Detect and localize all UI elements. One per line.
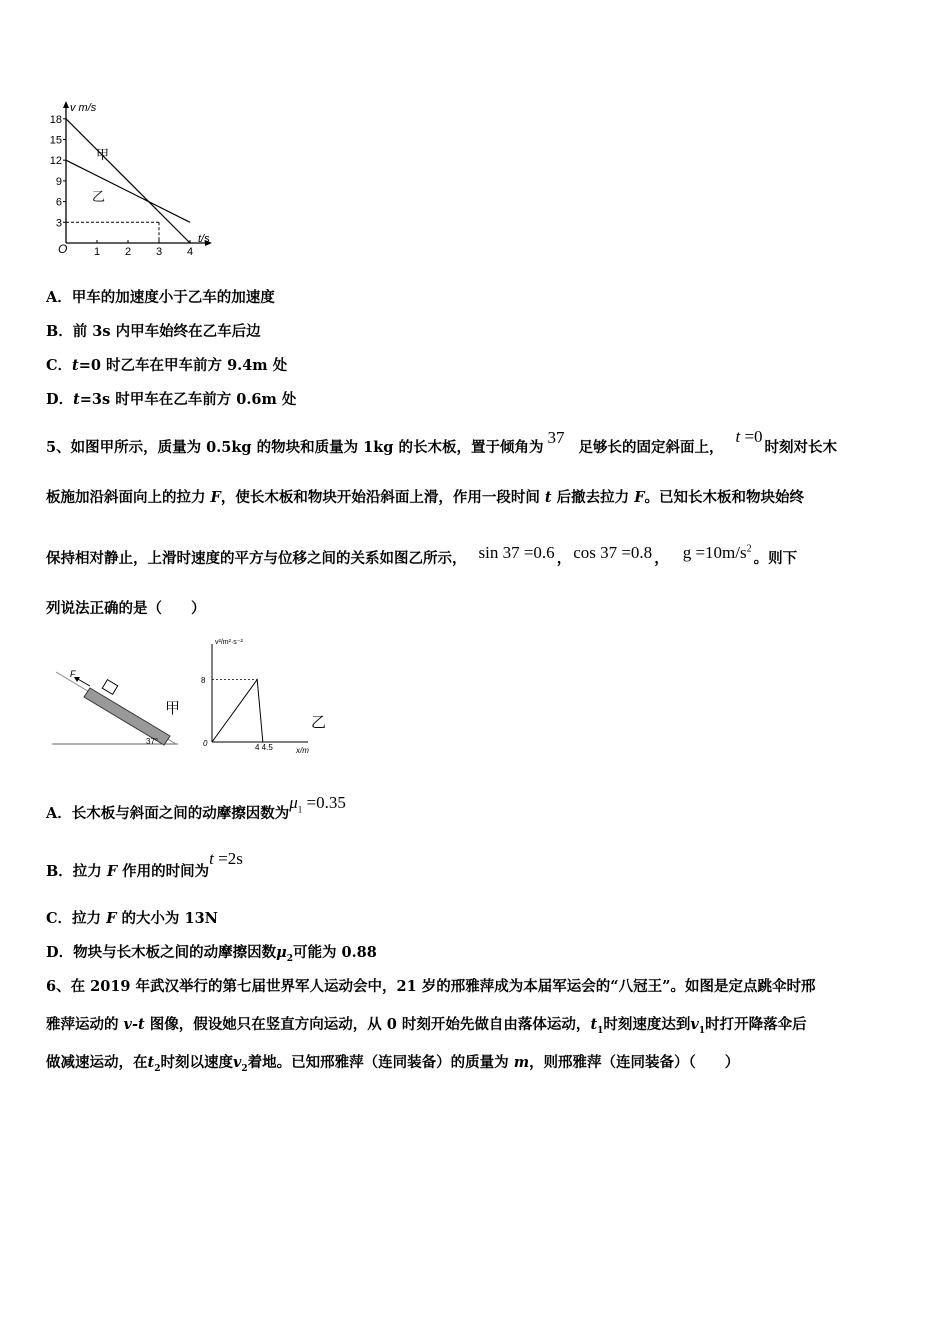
q5-option-b-F: F [101,863,123,880]
q6-line2-a: 雅萍运动的 [46,1016,119,1033]
figure-jia-label: 甲 [165,699,181,717]
q5-option-b-math: t =2s [209,849,243,868]
x-tick-label: 2 [124,246,132,255]
q4-option-d-var: t [73,391,80,408]
series-yi-line [66,160,190,222]
q4-option-c-prefix: C． [46,357,73,374]
q5-cos37: cos 37 =0.8 [573,543,653,562]
yi-xticks: 4 4.5 [255,743,273,752]
y-axis-label: v m/s [70,102,97,114]
q5-line4: 列说法正确的是（ ） [46,600,206,617]
q6-line3-t2sub: 2 [154,1063,161,1074]
q4-option-d-prefix: D． [46,391,74,408]
origin-label: O [58,242,68,255]
q6-line1-text: 6、在 2019 年武汉举行的第七届世界军人运动会中，21 岁的邢雅萍成为本届军运会的“八冠王”。如图是定点跳伞时邢 [46,978,816,995]
x-tick-label: 4 [186,246,194,255]
label-jia: 甲 [96,147,110,162]
q5-line1-a: 5、如图甲所示，质量为 0.5kg 的物块和质量为 1kg 的长木板，置于倾角为 [46,439,544,456]
q5-option-d [46,941,377,964]
q4-option-a-text: A．甲车的加速度小于乙车的加速度 [46,289,275,306]
q6-line3-v2sub: 2 [241,1063,248,1074]
y-tick-label: 3 [55,217,62,230]
q4-option-b [46,320,261,341]
q6-line2-b: 图像，假设她只在竖直方向运动，从 0 时刻开始先做自由落体运动， [149,1016,591,1033]
q6-line3-t2: t [147,1054,155,1071]
figure-yi-label: 乙 [311,713,327,731]
q4-option-a [46,286,275,307]
q5-angle-37: 37 [547,428,565,447]
q5-option-a-text: A．长木板与斜面之间的动摩擦因数为 [46,805,290,822]
q5-option-d-b: 可能为 0.88 [292,944,377,961]
q6-line3-v2: v [232,1054,242,1071]
q6-line2-c: 时刻速度达到 [603,1016,691,1033]
q6-line2-vt: v-t [118,1016,150,1033]
q5-line2-a: 板施加沿斜面向上的拉力 [46,489,206,506]
q5-option-c-a: C．拉力 [46,910,102,927]
q5-g: $g =10m/s^2$ [682,543,752,562]
figure-yi-chart [198,634,328,756]
y-tick-label: 9 [55,175,62,188]
q5-line1-c: 时刻对长木 [764,439,838,456]
series-jia-line [66,119,190,243]
q5-stem-line1 [46,427,838,457]
yi-v2-x-line [212,680,263,742]
x-tick-label: 1 [93,246,101,255]
q4-option-c-var: t [72,357,79,374]
q6-line1 [46,975,815,996]
q5-option-d-sub: 2 [286,953,293,964]
q5-line1-b: 足够长的固定斜面上， [578,439,724,456]
q6-line2-v1sub: 1 [698,1025,706,1036]
q6-line2-d: 时打开降落伞后 [705,1016,807,1033]
q6-line2-t1sub: 1 [597,1025,604,1036]
q5-line3-a: 保持相对静止，上滑时速度的平方与位移之间的关系如图乙所示， [46,550,467,567]
q5-stem-line2 [46,486,804,507]
q5-line2-F2: F [629,489,645,506]
block [102,680,117,695]
q4-option-d [46,388,296,409]
angle-label: 37° [146,737,159,746]
q5-option-b [46,849,243,881]
q5-option-b-b: 作用的时间为 [122,863,210,880]
y-axis-arrow [63,101,69,108]
q4-option-b-text: B．前 3s 内甲车始终在乙车后边 [46,323,261,340]
q5-stem-line4 [46,597,206,618]
y-tick-label: 12 [49,155,62,168]
q5-option-d-a: D．物块与长木板之间的动摩擦因数 [46,944,277,961]
q6-line2 [46,1013,807,1036]
q5-line2-F1: F [205,489,221,506]
q5-option-c-F: F [101,910,122,927]
yi-x-label: x/m [296,746,309,755]
q5-line2-b: ，使长木板和物块开始沿斜面上滑，作用一段时间 [220,489,540,506]
q5-comma1: ， [556,550,572,567]
q6-line3-d: ，则邢雅萍（连同装备）（ ） [529,1054,740,1071]
q4-option-c [46,354,287,375]
yi-ytick-8: 8 [201,676,206,685]
q5-option-a [46,793,346,824]
q5-line2-d: 。已知长木板和物块始终 [644,489,804,506]
vt-chart [40,95,230,255]
q6-line3-b: 时刻以速度 [160,1054,233,1071]
label-yi: 乙 [92,189,106,204]
q6-line3-c: 着地。已知邢雅萍（连同装备）的质量为 [247,1054,509,1071]
q6-line2-v1: v [690,1016,699,1033]
q5-option-a-math: $\mu_1 =0.35$ [289,793,346,815]
q5-line3-b: 。则下 [753,550,798,567]
q6-line3-a: 做减速运动，在 [46,1054,148,1071]
q6-line3 [46,1051,739,1074]
q6-line2-t1: t [590,1016,598,1033]
q4-option-c-text: =0 时乙车在甲车前方 9.4m 处 [78,357,288,374]
q5-line2-c: 后撤去拉力 [556,489,630,506]
q5-option-b-a: B．拉力 [46,863,102,880]
q5-option-c [46,907,218,928]
q5-line2-t: t [539,489,557,506]
yi-origin: 0 [203,739,208,748]
q5-t0: t =0 [735,427,763,446]
q6-line3-m: m [508,1054,530,1071]
q5-option-c-b: 的大小为 13N [121,910,218,927]
q5-sin37: sin 37 =0.6 [478,543,555,562]
q4-option-d-text: =3s 时甲车在乙车前方 0.6m 处 [79,391,297,408]
q5-stem-line3 [46,543,798,568]
q5-option-d-mu: μ [276,944,287,961]
q5-comma2: ， [654,550,669,567]
y-tick-label: 18 [49,113,62,126]
y-tick-label: 15 [49,134,62,147]
yi-y-label: v²/m²·s⁻² [215,639,243,646]
x-tick-label: 3 [155,246,163,255]
force-label: F [70,669,76,679]
y-tick-label: 6 [55,196,62,209]
x-axis-label: t/s [198,233,210,245]
